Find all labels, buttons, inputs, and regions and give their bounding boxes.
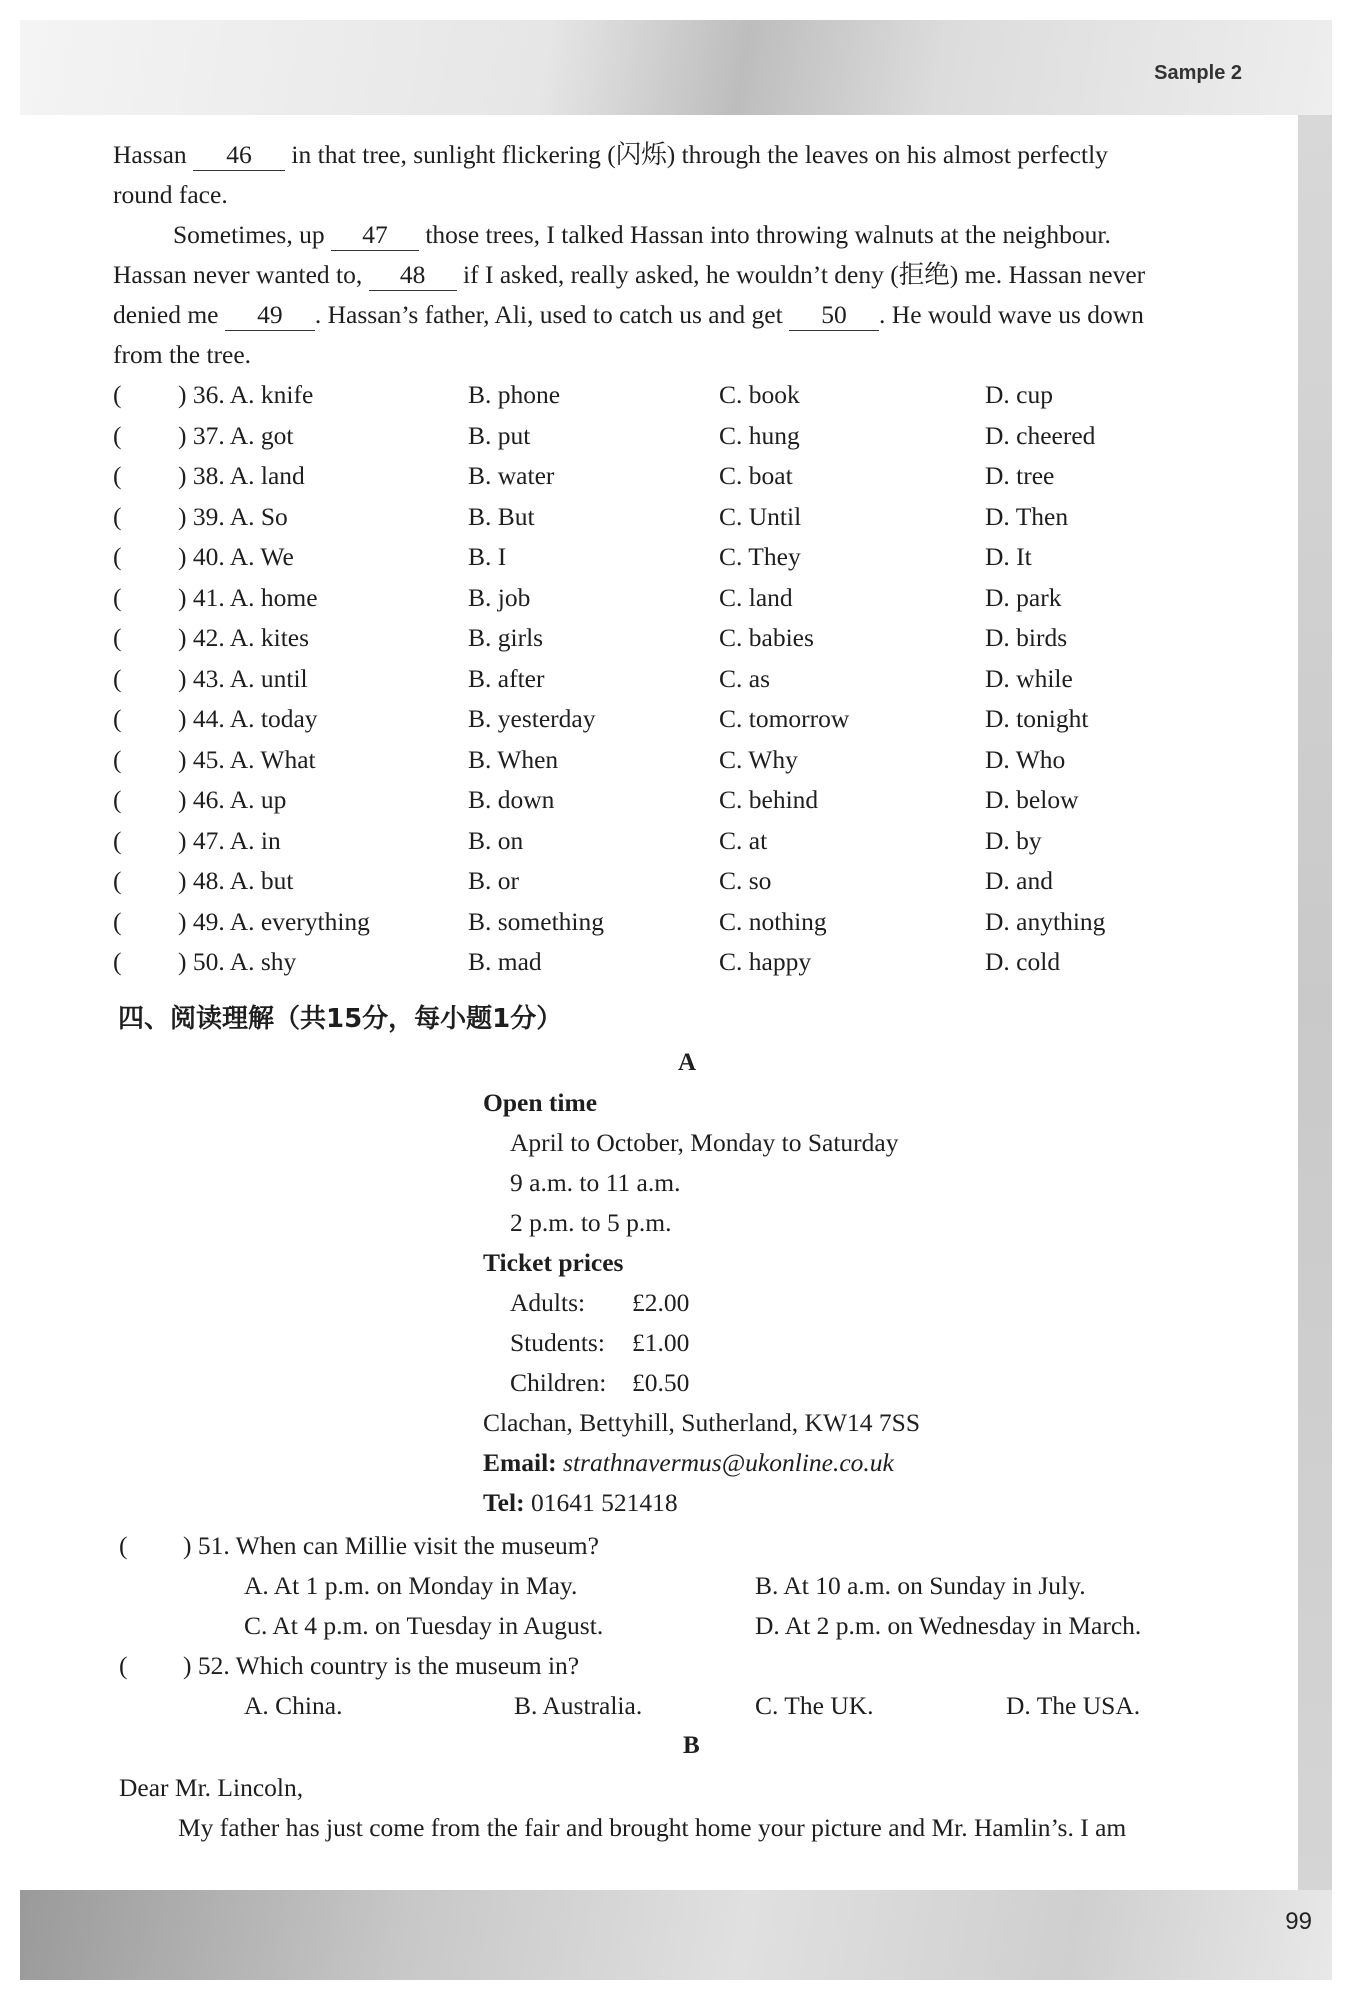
letter-greeting: Dear Mr. Lincoln,: [119, 1773, 304, 1802]
q46-option-a[interactable]: ) 46. A. up: [178, 785, 287, 814]
q40-paren[interactable]: (: [113, 542, 122, 571]
text: denied me: [113, 300, 219, 329]
q45-option-a[interactable]: ) 45. A. What: [178, 744, 316, 774]
q37-option-c[interactable]: C. hung: [719, 420, 800, 450]
q41-option-b[interactable]: B. job: [468, 582, 531, 612]
q52-option-a[interactable]: A. China.: [244, 1691, 343, 1720]
q40-option-c[interactable]: C. They: [719, 542, 801, 571]
passage-line-6: from the tree.: [113, 340, 252, 369]
q36-paren[interactable]: (: [113, 380, 122, 409]
section-heading: 四、阅读理解（共15分，每小题1分）: [118, 1004, 563, 1034]
q48-option-b[interactable]: B. or: [468, 866, 519, 895]
right-margin-strip: [1298, 115, 1332, 1890]
q45-paren[interactable]: (: [113, 744, 122, 774]
q42-option-b[interactable]: B. girls: [468, 623, 544, 652]
top-band: [20, 20, 1332, 115]
q37-option-d[interactable]: D. cheered: [985, 420, 1096, 450]
q36-option-d[interactable]: D. cup: [985, 380, 1053, 409]
q37-option-b[interactable]: B. put: [468, 420, 531, 450]
text: those trees, I talked Hassan into throwing walnuts at the neighbour.: [425, 220, 1111, 249]
q39-paren[interactable]: (: [113, 501, 122, 531]
sample-label: Sample 2: [1154, 62, 1242, 84]
q47-option-d[interactable]: D. by: [985, 825, 1042, 855]
students-price: £1.00: [632, 1328, 690, 1357]
q47-option-a[interactable]: ) 47. A. in: [178, 825, 281, 855]
q40-option-a[interactable]: ) 40. A. We: [178, 542, 294, 571]
q52-option-c[interactable]: C. The UK.: [755, 1691, 874, 1720]
q44-paren[interactable]: (: [113, 704, 122, 733]
q44-option-c[interactable]: C. tomorrow: [719, 704, 850, 733]
q50-paren[interactable]: (: [113, 947, 122, 976]
q47-option-c[interactable]: C. at: [719, 825, 768, 855]
q50-option-b[interactable]: B. mad: [468, 947, 542, 976]
q50-option-c[interactable]: C. happy: [719, 947, 812, 976]
q38-option-d[interactable]: D. tree: [985, 461, 1055, 490]
q39-option-a[interactable]: ) 39. A. So: [178, 501, 288, 531]
q37-paren[interactable]: (: [113, 420, 122, 450]
children-price: £0.50: [632, 1368, 690, 1397]
q38-paren[interactable]: (: [113, 461, 122, 490]
q50-option-d[interactable]: D. cold: [985, 947, 1061, 976]
passage-line-3: [173, 215, 1243, 256]
q43-option-a[interactable]: ) 43. A. until: [178, 663, 308, 693]
text: if I asked, really asked, he wouldn’t deny (拒绝) me. Hassan never: [463, 260, 1146, 289]
students-label: Students:: [510, 1328, 605, 1357]
section-b-letter: B: [683, 1732, 700, 1759]
letter-line-1: My father has just come from the fair and brought home your picture and Mr. Hamlin’s. I am: [178, 1813, 1127, 1842]
passage-line-1: [113, 135, 1238, 176]
q49-paren[interactable]: (: [113, 906, 122, 936]
text: Hassan never wanted to,: [113, 260, 363, 289]
q36-option-b[interactable]: B. phone: [468, 380, 561, 409]
q39-option-b[interactable]: B. But: [468, 501, 535, 531]
tel-line: [483, 1483, 678, 1524]
q51-option-b[interactable]: B. At 10 a.m. on Sunday in July.: [755, 1571, 1086, 1600]
q41-option-c[interactable]: C. land: [719, 582, 793, 612]
blank-47: 47: [331, 220, 419, 251]
q38-option-b[interactable]: B. water: [468, 461, 555, 490]
blank-49: 49: [225, 300, 315, 331]
tel-number: 01641 521418: [530, 1488, 678, 1517]
q49-option-b[interactable]: B. something: [468, 906, 605, 936]
email-label: Email:: [483, 1448, 557, 1477]
email-address: strathnavermus@ukonline.co.uk: [563, 1448, 894, 1477]
q44-option-a[interactable]: ) 44. A. today: [178, 704, 318, 733]
q48-option-d[interactable]: D. and: [985, 866, 1053, 895]
q49-option-d[interactable]: D. anything: [985, 906, 1106, 936]
open-time-label: Open time: [483, 1088, 598, 1117]
tel-label: Tel:: [483, 1488, 525, 1517]
address: Clachan, Bettyhill, Sutherland, KW14 7SS: [483, 1408, 920, 1437]
q52-option-b[interactable]: B. Australia.: [514, 1691, 643, 1720]
q45-option-b[interactable]: B. When: [468, 744, 559, 774]
text: Hassan: [113, 140, 187, 169]
q44-option-b[interactable]: B. yesterday: [468, 704, 596, 733]
q39-option-c[interactable]: C. Until: [719, 501, 802, 531]
q38-option-c[interactable]: C. boat: [719, 461, 793, 490]
q49-option-a[interactable]: ) 49. A. everything: [178, 906, 370, 936]
page-number: 99: [1285, 1908, 1312, 1935]
q41-paren[interactable]: (: [113, 582, 122, 612]
q50-option-a[interactable]: ) 50. A. shy: [178, 947, 297, 976]
text: in that tree, sunlight flickering (闪烁) through the leaves on his almost perfectly: [291, 140, 1108, 169]
passage-line-2: round face.: [113, 180, 228, 209]
q42-option-a[interactable]: ) 42. A. kites: [178, 623, 310, 652]
children-label: Children:: [510, 1368, 607, 1397]
q42-option-c[interactable]: C. babies: [719, 623, 814, 652]
blank-48: 48: [369, 260, 457, 291]
q36-option-c[interactable]: C. book: [719, 380, 800, 409]
q41-option-a[interactable]: ) 41. A. home: [178, 582, 318, 612]
q47-paren[interactable]: (: [113, 825, 122, 855]
q49-option-c[interactable]: C. nothing: [719, 906, 827, 936]
q46-option-c[interactable]: C. behind: [719, 785, 819, 814]
text: . Hassan’s father, Ali, used to catch us and get: [314, 300, 783, 329]
adults-label: Adults:: [510, 1288, 586, 1317]
q45-option-d[interactable]: D. Who: [985, 744, 1066, 774]
adults-price: £2.00: [632, 1288, 690, 1317]
q46-option-b[interactable]: B. down: [468, 785, 555, 814]
q36-option-a[interactable]: ) 36. A. knife: [178, 380, 314, 409]
blank-50: 50: [789, 300, 879, 331]
q38-option-a[interactable]: ) 38. A. land: [178, 461, 305, 490]
q43-option-c[interactable]: C. as: [719, 663, 770, 693]
q40-option-d[interactable]: D. It: [985, 542, 1032, 571]
q42-option-d[interactable]: D. birds: [985, 623, 1068, 652]
q48-option-c[interactable]: C. so: [719, 866, 772, 895]
email-line: [483, 1443, 894, 1484]
morning-hours: 9 a.m. to 11 a.m.: [510, 1168, 681, 1197]
section-a-letter: A: [678, 1049, 697, 1076]
passage-line-4: [113, 255, 1238, 296]
q45-option-c[interactable]: C. Why: [719, 744, 798, 774]
q40-option-b[interactable]: B. I: [468, 542, 507, 571]
q46-option-d[interactable]: D. below: [985, 785, 1079, 814]
q46-paren[interactable]: (: [113, 785, 122, 814]
open-days: April to October, Monday to Saturday: [510, 1128, 899, 1157]
q52-stem: ) 52. Which country is the museum in?: [183, 1651, 580, 1680]
q42-paren[interactable]: (: [113, 623, 122, 652]
q51-stem: ) 51. When can Millie visit the museum?: [183, 1531, 599, 1560]
q37-option-a[interactable]: ) 37. A. got: [178, 420, 294, 450]
q41-option-d[interactable]: D. park: [985, 582, 1062, 612]
blank-46: 46: [193, 140, 285, 171]
q47-option-b[interactable]: B. on: [468, 825, 524, 855]
q51-option-d[interactable]: D. At 2 p.m. on Wednesday in March.: [755, 1611, 1142, 1640]
q43-paren[interactable]: (: [113, 663, 122, 693]
passage-line-5: [113, 295, 1238, 336]
afternoon-hours: 2 p.m. to 5 p.m.: [510, 1208, 672, 1237]
ticket-label: Ticket prices: [483, 1248, 624, 1277]
q51-paren[interactable]: (: [119, 1531, 128, 1560]
text: Sometimes, up: [173, 220, 325, 249]
q43-option-b[interactable]: B. after: [468, 663, 545, 693]
bottom-band: [20, 1890, 1332, 1980]
q51-option-c[interactable]: C. At 4 p.m. on Tuesday in August.: [244, 1611, 604, 1640]
q39-option-d[interactable]: D. Then: [985, 501, 1069, 531]
q48-paren[interactable]: (: [113, 866, 122, 895]
q48-option-a[interactable]: ) 48. A. but: [178, 866, 294, 895]
text: . He would wave us down: [879, 300, 1144, 329]
q44-option-d[interactable]: D. tonight: [985, 704, 1089, 733]
q52-paren[interactable]: (: [119, 1651, 128, 1680]
q51-option-a[interactable]: A. At 1 p.m. on Monday in May.: [244, 1571, 578, 1600]
q52-option-d[interactable]: D. The USA.: [1006, 1691, 1141, 1720]
q43-option-d[interactable]: D. while: [985, 663, 1073, 693]
